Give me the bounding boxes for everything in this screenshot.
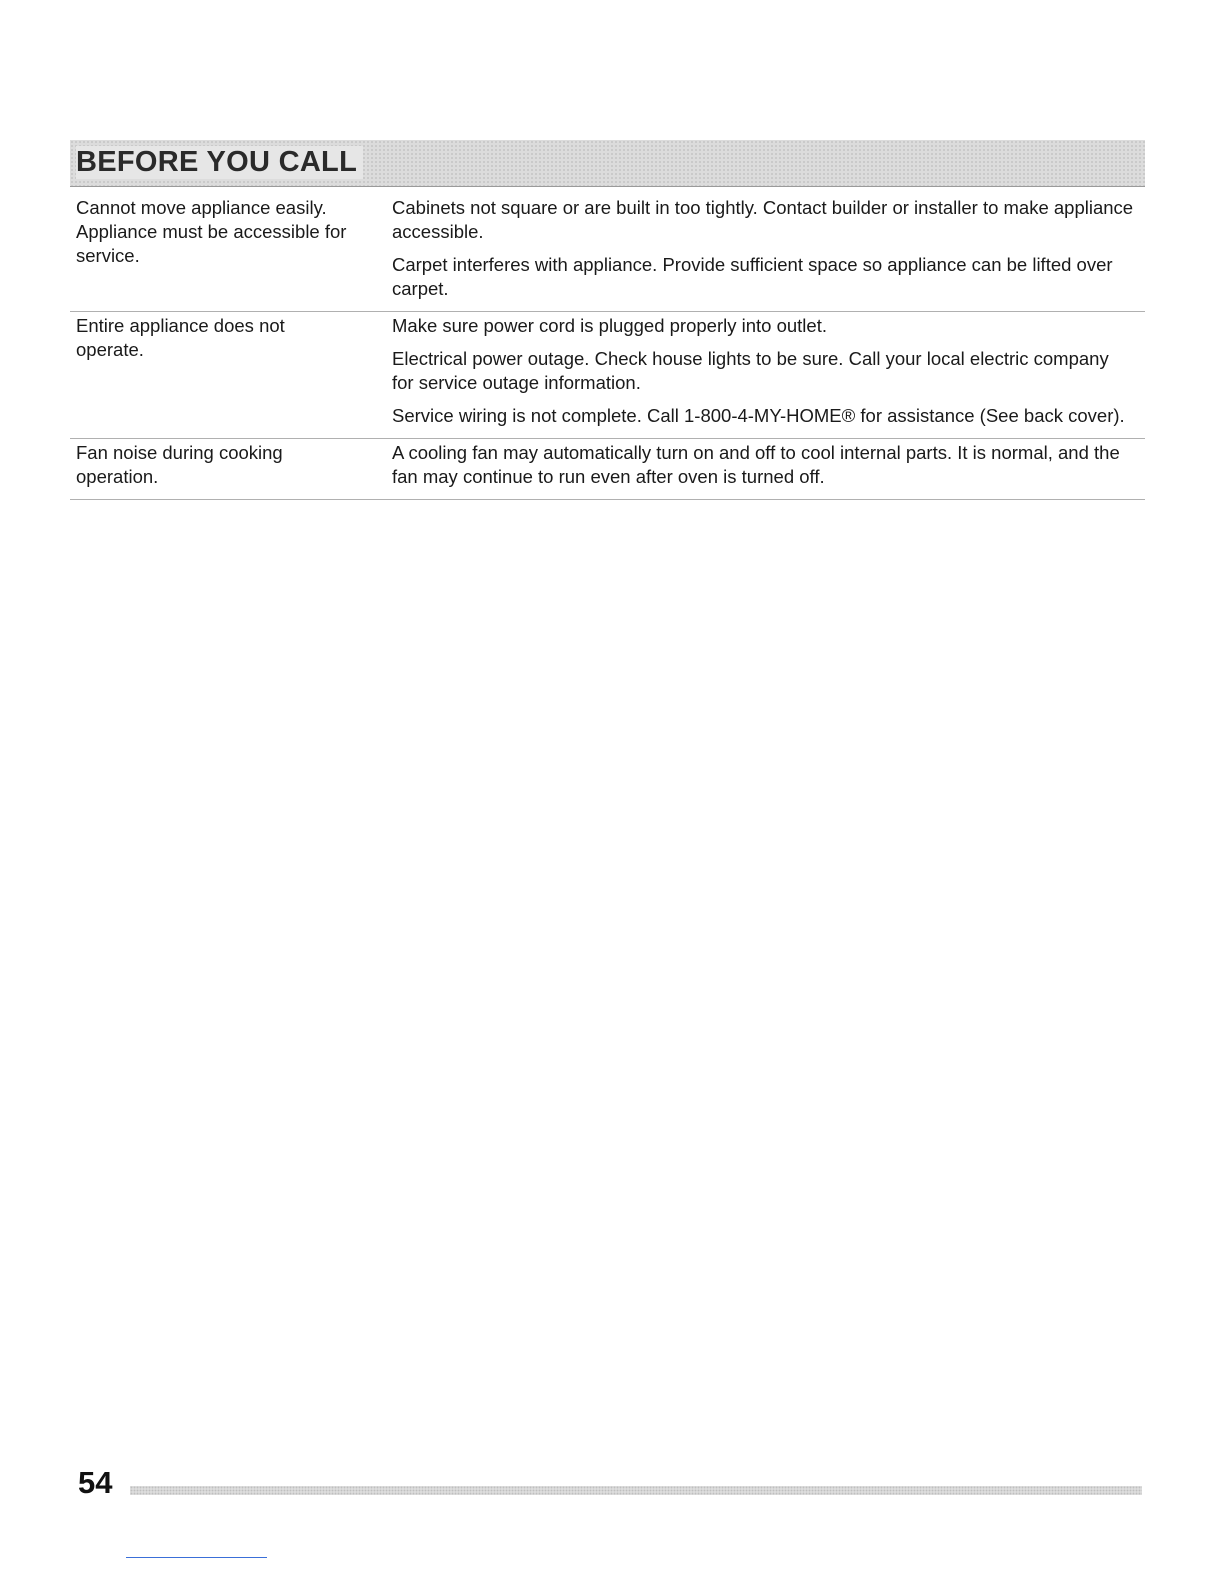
solution-list: [392, 314, 1145, 438]
page-footer: [78, 1466, 1144, 1500]
solution-cell: [392, 439, 1145, 500]
section-header-bar: [70, 140, 1145, 187]
solution-text: A cooling fan may automatically turn on and off to cool internal parts. It is normal, and the fan may continue to run even after oven is turned off.: [392, 442, 1120, 487]
footer-bar: [130, 1486, 1142, 1495]
problem-text: Cannot move appliance easily. Appliance must be accessible for service.: [76, 197, 347, 266]
footer-link-underline: [126, 1557, 267, 1558]
problem-cell: [70, 196, 392, 312]
solution-cell: [392, 312, 1145, 439]
solution-text: Service wiring is not complete. Call 1-800-4-MY-HOME® for assistance (See back cover).: [392, 405, 1125, 426]
problem-cell: [70, 439, 392, 500]
page-number: 54: [78, 1465, 113, 1500]
troubleshooting-table: [70, 196, 1145, 500]
solution-text: Electrical power outage. Check house lights to be sure. Call your local electric company for service outage information.: [392, 348, 1109, 393]
table-row: [70, 196, 1145, 312]
table-row: [70, 312, 1145, 439]
solution-text: Make sure power cord is plugged properly into outlet.: [392, 315, 827, 336]
table-row: [70, 439, 1145, 500]
problem-text: Entire appliance does not operate.: [76, 315, 285, 360]
solution-list: [392, 196, 1145, 311]
solution-text: Carpet interferes with appliance. Provide sufficient space so appliance can be lifted over carpet.: [392, 254, 1113, 299]
problem-cell: [70, 312, 392, 439]
section-title: BEFORE YOU CALL: [76, 146, 363, 179]
solution-list: [392, 441, 1145, 499]
solution-text: Cabinets not square or are built in too tightly. Contact builder or installer to make appliance accessible.: [392, 197, 1134, 242]
solution-cell: [392, 196, 1145, 312]
problem-text: Fan noise during cooking operation.: [76, 442, 283, 487]
